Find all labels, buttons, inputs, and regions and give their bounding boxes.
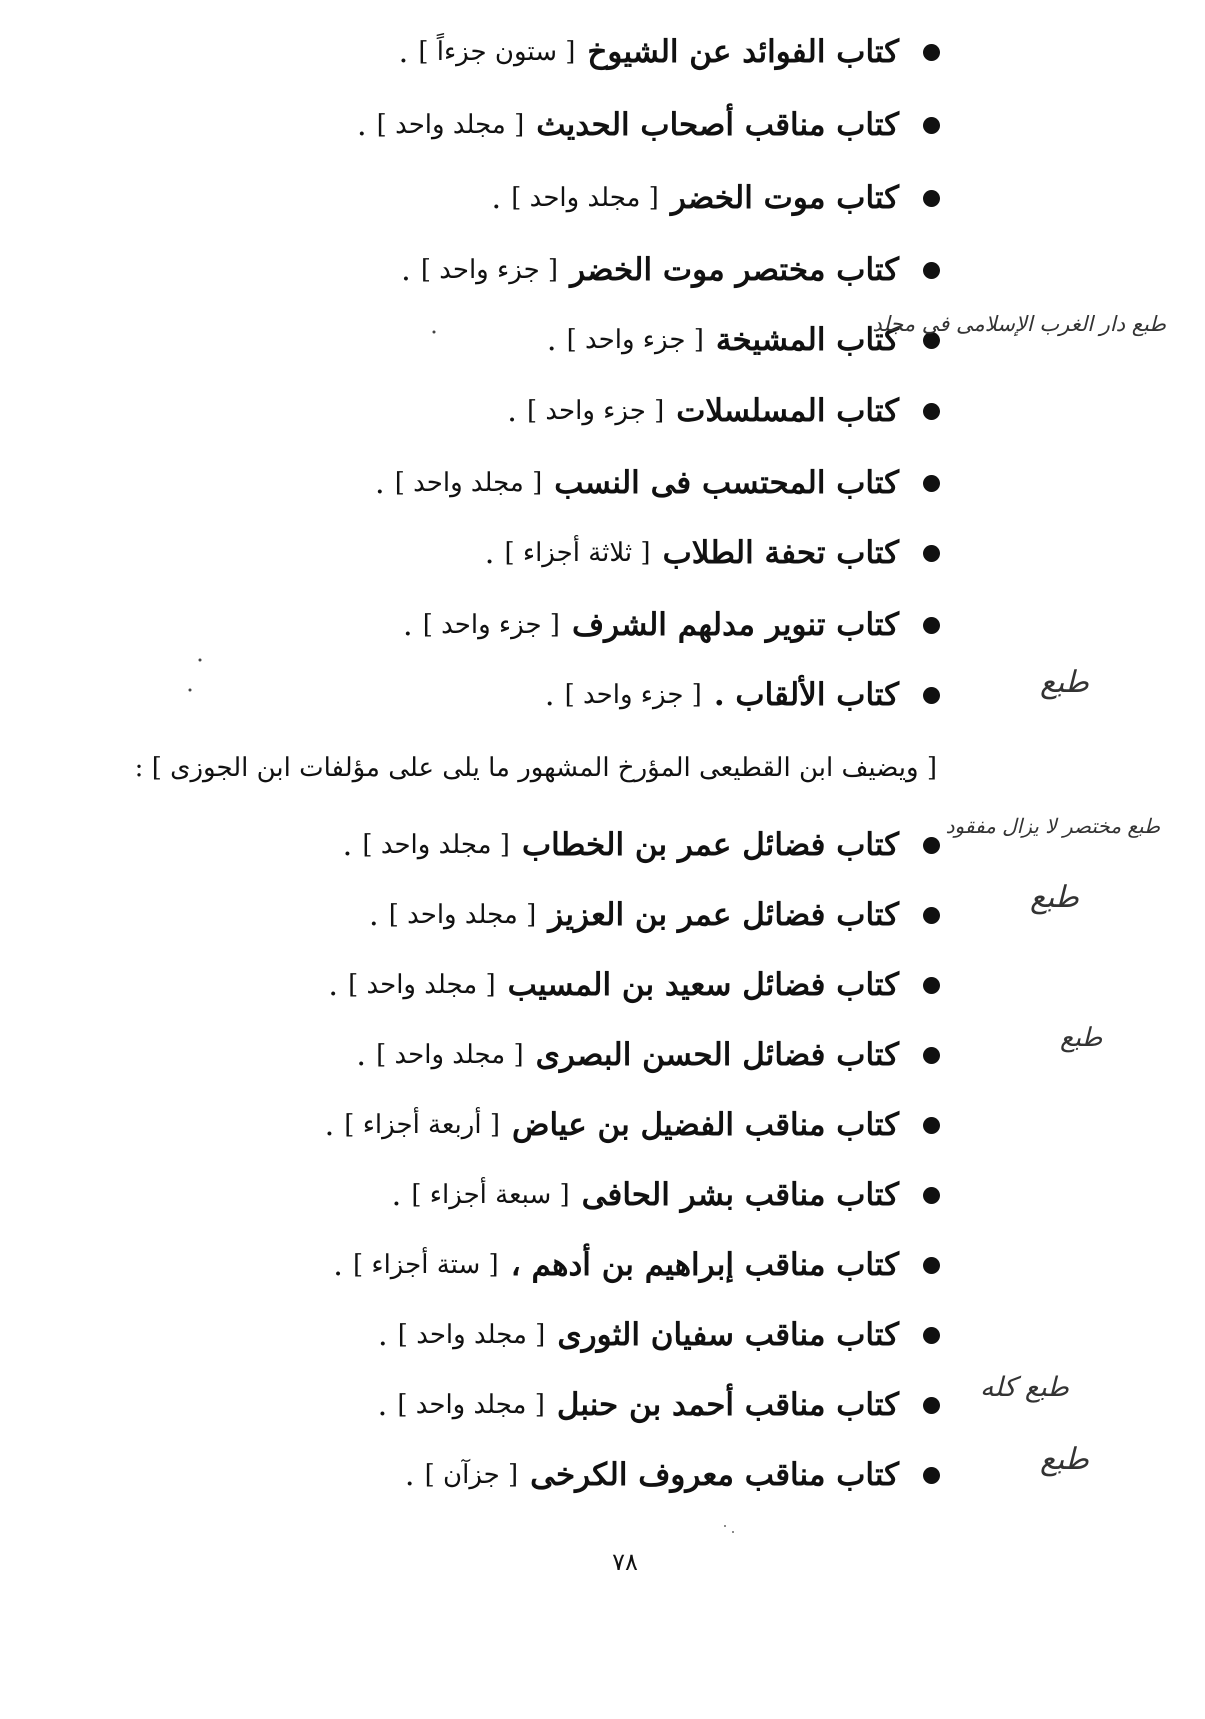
volume-count: [ جزء واحد ] (420, 255, 559, 285)
book-title: كتاب مناقب معروف الكرخى (530, 1457, 899, 1493)
book-title: كتاب مناقب أحمد بن حنبل (556, 1387, 899, 1423)
end-mark: . (544, 677, 555, 713)
volume-count: [ مجلد واحد ] (397, 1320, 546, 1350)
volume-count: [ مجلد واحد ] (397, 1390, 545, 1420)
end-mark: . (377, 1317, 388, 1353)
book-title: كتاب فضائل عمر بن العزيز (548, 897, 899, 933)
volume-count: [ سبعة أجزاء ] (411, 1180, 570, 1210)
end-mark: . (342, 827, 353, 863)
book-title: كتاب فضائل عمر بن الخطاب (521, 827, 899, 863)
end-mark: . (324, 1107, 335, 1143)
book-title: كتاب المشيخة (715, 322, 899, 358)
end-mark: . (391, 1177, 402, 1213)
handwritten-note: طبع (1030, 880, 1079, 915)
handwritten-note: طبع دار الغرب الإسلامى فى مجلد (872, 312, 1166, 336)
book-title: كتاب فضائل سعيد بن المسيب (507, 967, 899, 1003)
end-mark: . (404, 1457, 415, 1493)
handwritten-note: طبع مختصر لا يزال مفقود (945, 814, 1160, 838)
volume-count: [ جزء واحد ] (566, 325, 704, 355)
end-mark: . (374, 465, 385, 501)
end-mark: . (377, 1387, 388, 1423)
end-mark: . (484, 535, 495, 571)
handwritten-note: طبع (1060, 1023, 1103, 1053)
book-title: كتاب المحتسب فى النسب (554, 465, 899, 501)
book-title: كتاب مناقب سفيان الثورى (557, 1317, 899, 1353)
volume-count: [ مجلد واحد ] (348, 970, 496, 1000)
page-number: ٧٨ (612, 1548, 638, 1576)
end-mark: . (333, 1247, 343, 1283)
end-mark: . (356, 1037, 367, 1073)
volume-count: [ ستون جزءاً ] (418, 37, 576, 67)
volume-count: [ مجلد واحد ] (362, 830, 510, 860)
volume-count: [ مجلد واحد ] (394, 468, 543, 498)
volume-count: [ مجلد واحد ] (376, 110, 525, 140)
volume-count: [ ثلاثة أجزاء ] (504, 538, 651, 568)
section-note: [ ويضيف ابن القطيعى المؤرخ المشهور ما يلى على مؤلفات ابن الجوزى ] : (134, 753, 937, 783)
handwritten-note: طبع (1040, 1442, 1089, 1477)
volume-count: [ مجلد واحد ] (388, 900, 537, 930)
volume-count: [ جزء واحد ] (526, 396, 665, 426)
end-mark: . (491, 180, 502, 216)
handwritten-note: طبع (1040, 665, 1089, 700)
volume-count: [ أربعة أجزاء ] (344, 1110, 500, 1140)
end-mark: . (328, 967, 339, 1003)
end-mark: . (368, 897, 379, 933)
book-title: كتاب فضائل الحسن البصرى (535, 1037, 899, 1073)
volume-count: [ جزء واحد ] (564, 680, 702, 710)
volume-count: [ جزء واحد ] (422, 610, 560, 640)
end-mark: . (507, 393, 517, 429)
book-title: كتاب مناقب الفضيل بن عياض (511, 1107, 899, 1143)
book-title: كتاب المسلسلات (676, 393, 899, 429)
volume-count: [ ستة أجزاء ] (352, 1250, 499, 1280)
volume-count: [ مجلد واحد ] (511, 183, 659, 213)
book-title: كتاب تنوير مدلهم الشرف (571, 607, 899, 643)
book-title: كتاب تحفة الطلاب (662, 535, 899, 571)
book-title: كتاب الفوائد عن الشيوخ (587, 34, 899, 70)
book-title: كتاب موت الخضر (670, 180, 899, 216)
book-title: كتاب مناقب بشر الحافى (581, 1177, 899, 1213)
end-mark: . (356, 107, 367, 143)
volume-count: [ جزآن ] (424, 1460, 519, 1490)
end-mark: . (402, 607, 413, 643)
handwritten-note: طبع كله (980, 1372, 1069, 1403)
book-title: كتاب مختصر موت الخضر (570, 252, 899, 288)
end-mark: . (546, 322, 557, 358)
volume-count: [ مجلد واحد ] (376, 1040, 524, 1070)
end-mark: . (398, 34, 409, 70)
end-mark: . (400, 252, 411, 288)
book-title: كتاب مناقب أصحاب الحديث (536, 107, 899, 143)
book-title: كتاب الألقاب . (713, 677, 899, 713)
book-title: كتاب مناقب إبراهيم بن أدهم ، (510, 1247, 899, 1283)
